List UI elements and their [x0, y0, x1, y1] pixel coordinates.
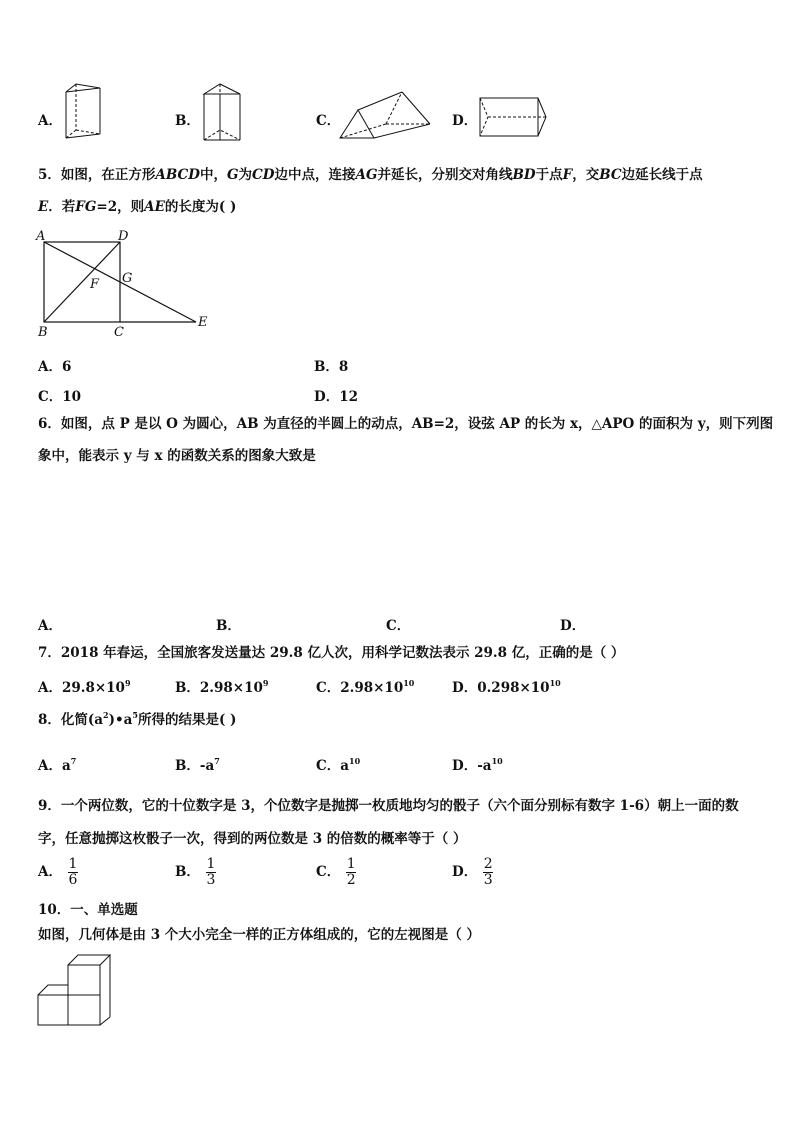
q8-option-b-base: B．-a: [175, 758, 215, 774]
q6-option-a[interactable]: A．: [38, 618, 62, 634]
q7-stem: 7．2018 年春运，全国旅客发送量达 29.8 亿人次，用科学记数法表示 29.8 亿，正确的是（ ）: [38, 645, 625, 661]
q6-stem-line1: 6．如图，点 P 是以 O 为圆心，AB 为直径的半圆上的动点，AB=2，设弦 AP 的长为 x，△APO 的面积为 y，则下列图: [38, 416, 774, 432]
q7-option-d[interactable]: [452, 676, 561, 696]
q9-option-a[interactable]: [38, 857, 78, 888]
q5-text: =2，则: [96, 199, 145, 215]
q8-option-d-exp: 10: [491, 756, 503, 766]
q7-option-c[interactable]: [316, 676, 414, 696]
q5-var: AG: [355, 167, 378, 183]
q7-option-c-exp: 10: [403, 678, 415, 688]
q8-option-c[interactable]: [316, 754, 360, 774]
q5-option-c[interactable]: C．10: [38, 389, 82, 405]
q9-option-b[interactable]: [175, 857, 216, 888]
q7-option-b-exp: 9: [262, 678, 269, 688]
q4-figure-d: [476, 96, 550, 140]
q5-var: BC: [599, 167, 622, 183]
q5-label-e: E: [198, 315, 208, 330]
q4-figure-b: [200, 82, 248, 148]
q9-stem-line1: 9．一个两位数，它的十位数字是 3，个位数字是抛掷一枚质地均匀的骰子（六个面分别标有数字 1-6）朝上一面的数: [38, 798, 739, 814]
fraction-numerator: 1: [346, 856, 356, 872]
q5-var: AE: [144, 199, 165, 215]
q8-option-b-exp: 7: [214, 756, 220, 766]
q7-option-d-base: D．0.298×10: [452, 680, 550, 696]
q10-cubes-figure: [36, 953, 112, 1029]
q9-option-d[interactable]: [452, 857, 493, 888]
q5-text: 的长度为( ): [164, 199, 237, 215]
q7-option-d-exp: 10: [549, 678, 561, 688]
q7-option-b[interactable]: [175, 676, 268, 696]
q5-label-g: G: [122, 271, 133, 286]
q6-option-b[interactable]: B．: [216, 618, 241, 634]
q5-option-b[interactable]: B．8: [314, 359, 349, 375]
q8-text: )•a: [108, 712, 133, 728]
q9-fraction: [483, 857, 493, 888]
fraction-denominator: 2: [346, 872, 356, 888]
q5-var: F: [562, 167, 573, 183]
q8-exp: 5: [132, 710, 138, 720]
q9-option-label: C．: [316, 864, 341, 880]
q5-option-a[interactable]: A．6: [38, 359, 72, 375]
q5-var: E: [38, 199, 49, 215]
q4-option-b[interactable]: B．: [175, 113, 200, 129]
q6-option-d[interactable]: D．: [560, 618, 586, 634]
q5-text: 于点: [535, 167, 563, 183]
q8-option-c-base: C．a: [316, 758, 349, 774]
q10-heading: 10．一、单选题: [38, 902, 138, 918]
q5-text: 5．如图，在正方形: [38, 167, 156, 183]
q5-label-f: F: [90, 277, 100, 292]
q8-option-b[interactable]: [175, 754, 220, 774]
q5-stem-line1: [38, 166, 703, 184]
q9-fraction: [206, 857, 216, 888]
fraction-numerator: 1: [68, 856, 78, 872]
q8-text: 所得的结果是( ): [137, 712, 237, 728]
fraction-numerator: 2: [483, 856, 493, 872]
q5-text: 边中点，连接: [274, 167, 356, 183]
q10-stem: 如图，几何体是由 3 个大小完全一样的正方体组成的，它的左视图是（ ）: [38, 927, 480, 943]
q5-label-d: D: [118, 229, 129, 244]
fraction-denominator: 3: [206, 872, 216, 888]
q5-var: FG: [75, 199, 97, 215]
q8-exp: 2: [103, 710, 109, 720]
q5-label-b: B: [38, 325, 48, 340]
q9-fraction: [68, 857, 78, 888]
q7-option-a-exp: 9: [124, 678, 131, 688]
q6-option-c[interactable]: C．: [386, 618, 411, 634]
q9-option-label: B．: [175, 864, 200, 880]
q8-option-d-base: D．-a: [452, 758, 492, 774]
q8-option-c-exp: 10: [349, 756, 361, 766]
q5-text: 并延长，分别交对角线: [377, 167, 513, 183]
q5-var: ABCD: [155, 167, 200, 183]
q8-option-a-base: A．a: [38, 758, 71, 774]
fraction-denominator: 3: [483, 872, 493, 888]
q8-text: 8．化简(a: [38, 712, 104, 728]
q4-option-a[interactable]: A．: [38, 113, 62, 129]
q4-figure-a: [62, 82, 106, 148]
q4-option-c[interactable]: C．: [316, 113, 341, 129]
q9-option-label: A．: [38, 864, 62, 880]
fraction-denominator: 6: [68, 872, 78, 888]
fraction-numerator: 1: [206, 856, 216, 872]
q5-var: BD: [512, 167, 536, 183]
q5-text: ．若: [48, 199, 76, 215]
q5-label-a: A: [36, 229, 46, 244]
q9-option-label: D．: [452, 864, 478, 880]
q7-option-c-base: C．2.98×10: [316, 680, 404, 696]
q7-option-a[interactable]: [38, 676, 131, 696]
q5-var: G: [227, 167, 239, 183]
q8-option-d[interactable]: [452, 754, 503, 774]
q5-option-d[interactable]: D．12: [314, 389, 358, 405]
q5-square-figure: [30, 226, 220, 342]
q8-option-a[interactable]: [38, 754, 76, 774]
q4-option-d[interactable]: D．: [452, 113, 478, 129]
q8-option-a-exp: 7: [70, 756, 77, 766]
q5-text: ，交: [572, 167, 600, 183]
q5-var: CD: [252, 167, 275, 183]
q9-stem-line2: 字，任意抛掷这枚骰子一次，得到的两位数是 3 的倍数的概率等于（ ）: [38, 831, 467, 847]
q5-stem-line2: [38, 198, 236, 216]
q5-label-c: C: [114, 325, 124, 340]
q7-option-b-base: B．2.98×10: [175, 680, 263, 696]
q7-option-a-base: A．29.8×10: [38, 680, 125, 696]
q6-stem-line2: 象中，能表示 y 与 x 的函数关系的图象大致是: [38, 448, 316, 464]
q9-fraction: [346, 857, 356, 888]
q8-stem: [38, 711, 236, 729]
q5-text: 为: [238, 167, 253, 183]
q5-text: 边延长线于点: [621, 167, 703, 183]
q9-option-c[interactable]: [316, 857, 356, 888]
q5-text: 中，: [200, 167, 227, 183]
q4-figure-c: [338, 90, 434, 144]
